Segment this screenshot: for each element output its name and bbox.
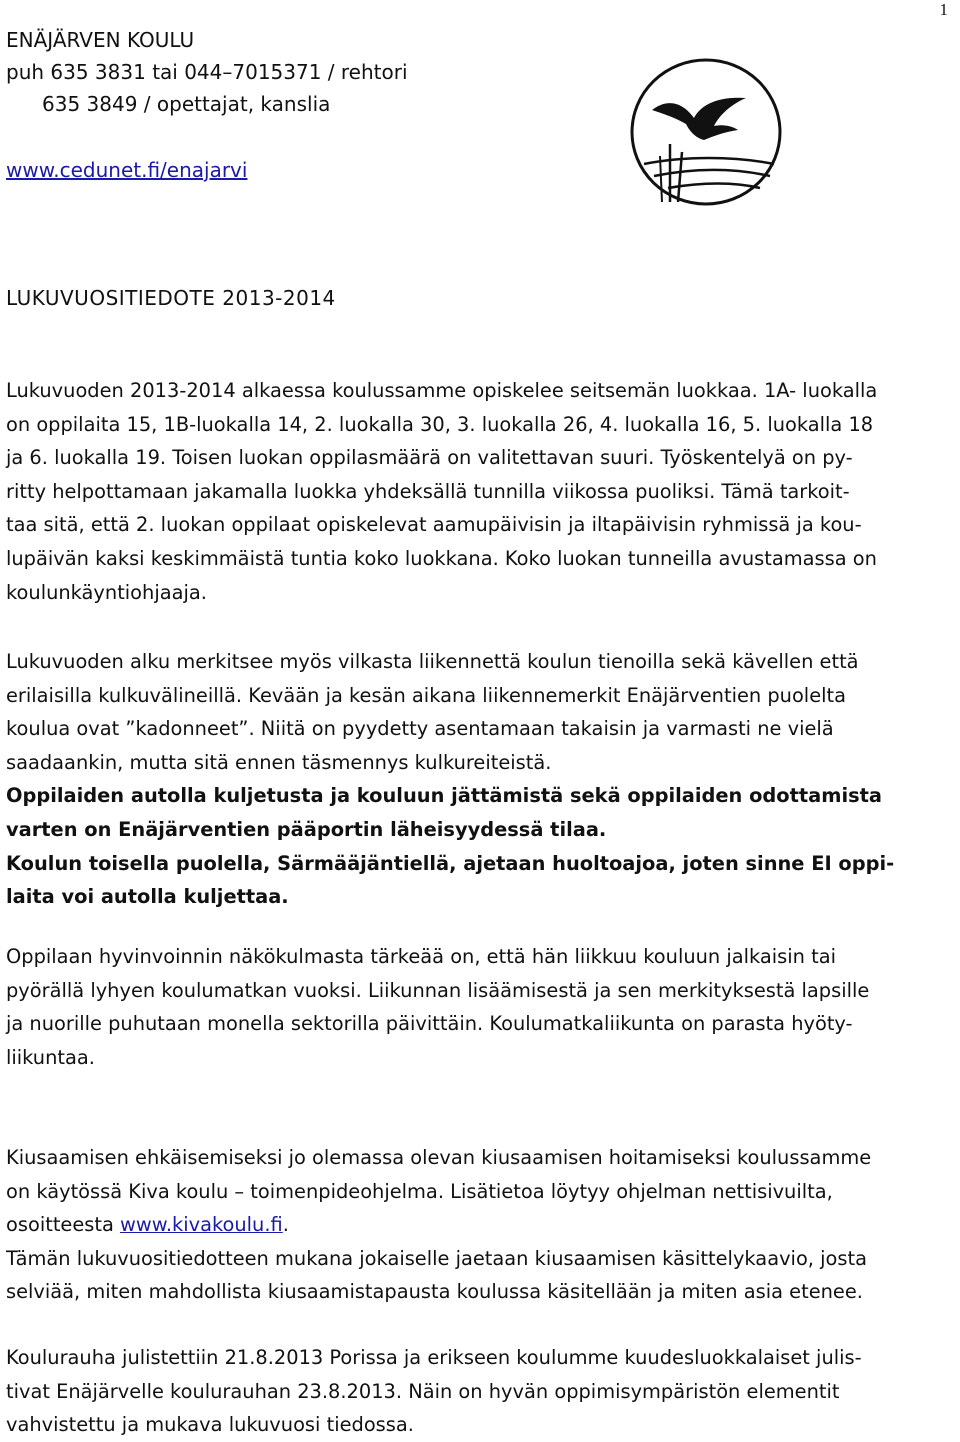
text-line: vahvistettu ja mukava lukuvuosi tiedossa. (6, 1413, 414, 1437)
text-line: ritty helpottamaan jakamalla luokka yhdeksällä tunnilla viikossa puoliksi. Tämä tarkoit- (6, 479, 850, 503)
text-line: erilaisilla kulkuvälineillä. Kevään ja kesän aikana liikennemerkit Enäjärventien puolelta (6, 683, 846, 707)
text-line: koulua ovat ”kadonneet”. Niitä on pyydetty asentamaan takaisin ja varmasti ne vielä (6, 717, 834, 741)
text-line: Kiusaamisen ehkäisemiseksi jo olemassa olevan kiusaamisen hoitamiseksi koulussamme (6, 1146, 872, 1169)
link-prefix: osoitteesta (6, 1213, 121, 1237)
text-line: saadaankin, mutta sitä ennen täsmennys kulkureiteistä. (6, 750, 552, 774)
phone-line-office: 635 3849 / opettajat, kanslia (42, 92, 331, 116)
text-line: koulunkäyntiohjaaja. (6, 580, 207, 604)
bold-text-line: Koulun toisella puolella, Särmääjäntiellä, ajetaan huoltoajoa, joten sinne EI oppi- (6, 851, 895, 875)
text-line: Lukuvuoden alku merkitsee myös vilkasta liikennettä koulun tienoilla sekä kävellen että (6, 650, 859, 673)
text-line: pyörällä lyhyen koulumatkan vuoksi. Liikunnan lisäämisestä ja sen merkityksestä lapsille (6, 978, 870, 1002)
link-suffix: . (282, 1213, 289, 1237)
text-line: Koulurauha julistettiin 21.8.2013 Porissa ja erikseen koulumme kuudesluokkalaiset julis- (6, 1346, 862, 1369)
text-line: on käytössä Kiva koulu – toimenpideohjelma. Lisätietoa löytyy ohjelman nettisivuilta, (6, 1179, 833, 1203)
page-number: 1 (939, 0, 948, 19)
text-line: taa sitä, että 2. luokan oppilaat opiskelevat aamupäivisin ja iltapäivisin ryhmissä ja kou- (6, 513, 862, 537)
bold-text-line: varten on Enäjärventien pääportin läheisyydessä tilaa. (6, 817, 607, 841)
paragraph-school-peace (6, 1341, 956, 1442)
text-line: Oppilaan hyvinvoinnin näkökulmasta tärkeää on, että hän liikkuu kouluun jalkaisin tai (6, 945, 836, 968)
text-line: lupäivän kaksi keskimmäistä tuntia koko luokkana. Koko luokan tunneilla avustamassa on (6, 546, 877, 570)
text-line: on oppilaita 15, 1B-luokalla 14, 2. luokalla 30, 3. luokalla 26, 4. luokalla 16, 5. luokalla 18 (6, 412, 874, 436)
paragraph-class-sizes (6, 374, 956, 609)
paragraph-traffic (6, 645, 956, 914)
text-line: Tämän lukuvuositiedotteen mukana jokaiselle jaetaan kiusaamisen käsittelykaavio, josta (6, 1246, 867, 1270)
school-website-link[interactable]: www.cedunet.fi/enajarvi (6, 158, 248, 182)
kivakoulu-link[interactable]: www.kivakoulu.fi (120, 1213, 283, 1237)
text-line: Lukuvuoden 2013-2014 alkaessa koulussamme opiskelee seitsemän luokkaa. 1A- luokalla (6, 379, 878, 402)
text-line: selviää, miten mahdollista kiusaamistapausta koulussa käsitellään ja miten asia etenee. (6, 1280, 863, 1304)
school-name: ENÄJÄRVEN KOULU (6, 28, 195, 52)
phone-line-principal: puh 635 3831 tai 044–7015371 / rehtori (6, 60, 408, 84)
bulletin-title: LUKUVUOSITIEDOTE 2013-2014 (6, 286, 336, 310)
text-line: ja nuorille puhutaan monella sektorilla päivittäin. Koulumatkaliikunta on parasta hyöty- (6, 1012, 853, 1036)
text-line (6, 1208, 956, 1242)
paragraph-anti-bullying (6, 1141, 956, 1309)
paragraph-wellbeing (6, 940, 956, 1074)
bold-text-line: laita voi autolla kuljettaa. (6, 885, 289, 909)
text-line: ja 6. luokalla 19. Toisen luokan oppilasmäärä on valitettavan suuri. Työskentelyä on py- (6, 446, 853, 470)
school-logo-bird-icon (624, 52, 788, 212)
bold-text-line: Oppilaiden autolla kuljetusta ja kouluun jättämistä sekä oppilaiden odottamista (6, 784, 882, 808)
text-line: liikuntaa. (6, 1045, 95, 1069)
text-line: tivat Enäjärvelle koulurauhan 23.8.2013. Näin on hyvän oppimisympäristön elementit (6, 1379, 840, 1403)
